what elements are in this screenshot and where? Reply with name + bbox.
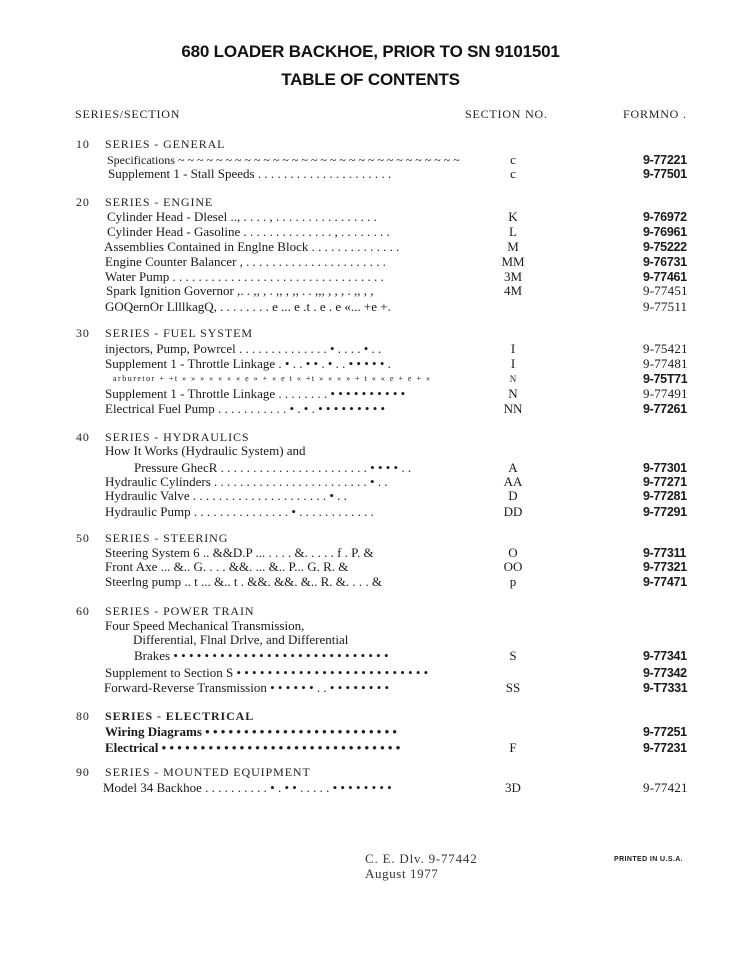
entry-section-code: p [509, 574, 517, 589]
section-title: SERIES - FUEL SYSTEM [105, 326, 253, 340]
entry-form-number: 9-76972 [643, 210, 687, 224]
entry-title: How It Works (Hydraulic System) and [105, 443, 306, 458]
entry-section-code: N [509, 374, 517, 384]
entry-section-code: c [510, 166, 516, 181]
entry-title: Hydraulic Valve . . . . . . . . . . . . . . . . . . . . . • . . [105, 488, 347, 503]
document-subtitle: TABLE OF CONTENTS [281, 70, 460, 89]
entry-title: Supplement 1 - Stall Speeds . . . . . . . . . . . . . . . . . . . . . [108, 166, 392, 181]
toc-entry [76, 724, 696, 740]
entry-section-code: 3D [505, 780, 521, 795]
toc-entry [76, 356, 696, 372]
toc-entry [76, 209, 696, 225]
toc-entry [76, 166, 696, 182]
entry-form-number: 9-77301 [643, 461, 687, 475]
entry-title: Differential, Flnal Drlve, and Differential [133, 632, 349, 647]
entry-form-number: 9-76731 [643, 255, 687, 269]
toc-entry [76, 386, 696, 402]
section-number: 30 [76, 326, 90, 340]
toc-entry [76, 443, 696, 459]
entry-form-number: 9-77451 [643, 283, 688, 298]
section-number: 20 [76, 195, 90, 209]
toc-entry [76, 504, 696, 520]
entry-form-number: 9-77221 [643, 153, 687, 167]
toc-entry [76, 559, 696, 575]
section-heading [76, 531, 228, 546]
section-title: SERIES - POWER TRAIN [105, 604, 255, 618]
entry-form-number: 9-77511 [643, 299, 688, 314]
entry-form-number: 9-77251 [643, 725, 687, 739]
entry-title: Electrical • • • • • • • • • • • • • • • • • • • • • • • • • • • • • • • [105, 740, 401, 755]
entry-form-number: 9-77342 [643, 666, 687, 680]
entry-form-number: 9-77281 [643, 489, 687, 503]
toc-entry [76, 574, 696, 590]
entry-title: Cylinder Head - Gasoline . . . . . . . . . . . . . . , . . . . . . . . [107, 224, 390, 239]
section-number: 50 [76, 531, 90, 545]
toc-entry [76, 254, 696, 270]
document-title: 680 LOADER BACKHOE, PRIOR TO SN 9101501 [181, 42, 560, 61]
column-header-section-no: SECTION NO. [465, 107, 548, 121]
entry-title: Spark Ignition Governor ,. . ,, , . ,, , ,, . . ,,, , , , . ,, , , [106, 283, 374, 298]
entry-section-code: 3M [503, 269, 523, 284]
entry-section-code: S [509, 648, 517, 663]
entry-title: Cylinder Head - Dlesel .., . . . . , . . . . . . . . . . . . . . . . [107, 209, 377, 224]
entry-section-code: K [508, 209, 518, 224]
section-title: SERIES - HYDRAULICS [105, 430, 250, 444]
toc-entry [76, 299, 696, 315]
section-number: 40 [76, 430, 90, 444]
entry-section-code: DD [503, 504, 523, 519]
entry-section-code: I [510, 356, 516, 371]
entry-title: Engine Counter Balancer , . . . . . . . . . . . . . . . . . . . . . . [105, 254, 386, 269]
entry-form-number: 9-77291 [643, 505, 687, 519]
section-number: 90 [76, 765, 90, 779]
entry-section-code: I [510, 341, 516, 356]
entry-title: Supplement to Section S • • • • • • • • • • • • • • • • • • • • • • • • • [105, 665, 429, 680]
section-heading [76, 326, 253, 341]
entry-section-code: SS [505, 680, 521, 695]
entry-form-number: 9-T7331 [643, 681, 688, 695]
toc-entry [76, 341, 696, 357]
entry-title: Hydraulic Cylinders . . . . . . . . . . . . . . . . . . . . . . . . • . . [105, 474, 388, 489]
toc-entry [76, 632, 696, 648]
entry-form-number: 9-77501 [643, 167, 687, 181]
footer-division: C. E. Dlv. 9-77442 [365, 851, 478, 866]
toc-entry [76, 371, 696, 387]
entry-form-number: 9-77491 [643, 386, 688, 401]
entry-title: Wiring Diagrams • • • • • • • • • • • • • • • • • • • • • • • • • [105, 724, 397, 739]
section-number: 60 [76, 604, 90, 618]
section-heading [76, 765, 311, 780]
section-heading [76, 195, 213, 210]
entry-form-number: 9-77231 [643, 741, 687, 755]
entry-form-number: 9-76961 [643, 225, 687, 239]
entry-section-code: O [508, 545, 518, 560]
entry-title: arburetor + +t » » » « « « « e » + « e t « +t » « « » + t « « e + e + « [113, 374, 432, 383]
toc-entry [76, 239, 696, 255]
entry-title: injectors, Pump, Powrcel . . . . . . . . . . . . . . • . . . . • . . [105, 341, 382, 356]
entry-section-code: F [509, 740, 517, 755]
entry-section-code: M [507, 239, 519, 254]
entry-section-code: c [510, 152, 516, 167]
toc-entry [76, 740, 696, 756]
entry-title: Brakes • • • • • • • • • • • • • • • • • • • • • • • • • • • • [134, 648, 389, 663]
entry-form-number: 9-75T71 [643, 372, 688, 386]
entry-title: Hydraulic Pump . . . . . . . . . . . . . . . • . . . . . . . . . . . . [105, 504, 374, 519]
section-heading [76, 137, 225, 152]
entry-form-number: 9-75222 [643, 240, 687, 254]
entry-title: Front Axe ... &.. G. . . . &&. ... &.. P... G. R. & [105, 559, 349, 574]
section-title: SERIES - STEERING [105, 531, 229, 545]
column-header-series-section: SERIES/SECTION [75, 107, 181, 121]
section-heading [76, 604, 254, 619]
section-title: SERIES - ELECTRICAL [105, 709, 255, 723]
toc-entry [76, 401, 696, 417]
entry-title: GOQernOr LlllkagQ, . . . . . . . . e ... e .t . e . e «... +e +. [105, 299, 391, 314]
entry-form-number: 9-77341 [643, 649, 687, 663]
section-number: 10 [76, 137, 90, 151]
entry-title: Four Speed Mechanical Transmission, [105, 618, 305, 633]
toc-entry [76, 665, 696, 681]
toc-entry [76, 224, 696, 240]
entry-form-number: 9-77471 [643, 575, 687, 589]
toc-entry [76, 648, 696, 664]
entry-title: Water Pump . . . . . . . . . . . . . . . . . . . . . . . . . . . . . . . . . [105, 269, 384, 284]
entry-title: Assemblies Contained in Englne Block . . . . . . . . . . . . . . [104, 239, 400, 254]
toc-entry [76, 680, 696, 696]
section-heading [76, 709, 254, 724]
entry-title: Electrical Fuel Pump . . . . . . . . . . . • . • . • • • • • • • • • [105, 401, 386, 416]
entry-title: Specifications ~ ~ ~ ~ ~ ~ ~ ~ ~ ~ ~ ~ ~ ~ ~ ~ ~ ~ ~ ~ ~ ~ ~ ~ ~ ~ ~ ~ ~ ~ [107, 153, 460, 167]
entry-section-code: MM [501, 254, 525, 269]
entry-title: Steering System 6 .. &&D.P ... . . . . &. . . . . f . P. & [105, 545, 374, 560]
entry-section-code: A [508, 460, 518, 475]
entry-section-code: 4M [503, 283, 523, 298]
entry-form-number: 9-77311 [643, 546, 687, 560]
toc-entry [76, 283, 696, 299]
entry-section-code: N [508, 386, 518, 401]
entry-title: Forward-Reverse Transmission • • • • • • . . • • • • • • • • [104, 680, 390, 695]
column-header-form-no: FORMNO . [623, 107, 687, 121]
entry-form-number: 9-77271 [643, 475, 687, 489]
entry-form-number: 9-77421 [643, 780, 688, 795]
entry-form-number: 9-77321 [643, 560, 687, 574]
section-title: SERIES - GENERAL [105, 137, 226, 151]
entry-section-code: D [508, 488, 518, 503]
footer-date: August 1977 [365, 866, 439, 881]
section-title: SERIES - ENGINE [105, 195, 214, 209]
section-title: SERIES - MOUNTED EQUIPMENT [105, 765, 311, 779]
entry-title: Steerlng pump .. t ... &.. t . &&. &&. &.. R. &. . . . & [105, 574, 382, 589]
entry-form-number: 9-77481 [643, 356, 688, 371]
entry-form-number: 9-75421 [643, 341, 688, 356]
entry-section-code: NN [503, 401, 523, 416]
entry-section-code: L [509, 224, 517, 239]
toc-entry [76, 488, 696, 504]
entry-title: Supplement 1 - Throttle Linkage . . . . . . . . • • • • • • • • • • [105, 386, 406, 401]
section-number: 80 [76, 709, 90, 723]
printed-in-usa: PRINTED IN U.S.A. [614, 856, 684, 863]
entry-section-code: OO [503, 559, 523, 574]
toc-entry [76, 780, 696, 796]
entry-form-number: 9-77261 [643, 402, 687, 416]
entry-title: Pressure GhecR . . . . . . . . . . . . . . . . . . . . . . . • • • • . . [134, 460, 412, 475]
entry-form-number: 9-77461 [643, 270, 687, 284]
entry-title: Model 34 Backhoe . . . . . . . . . . • . • • . . . . . • • • • • • • • [103, 780, 392, 795]
entry-title: Supplement 1 - Throttle Linkage . • . . • • . • . . • • • • • . [105, 356, 391, 371]
entry-section-code: AA [503, 474, 523, 489]
